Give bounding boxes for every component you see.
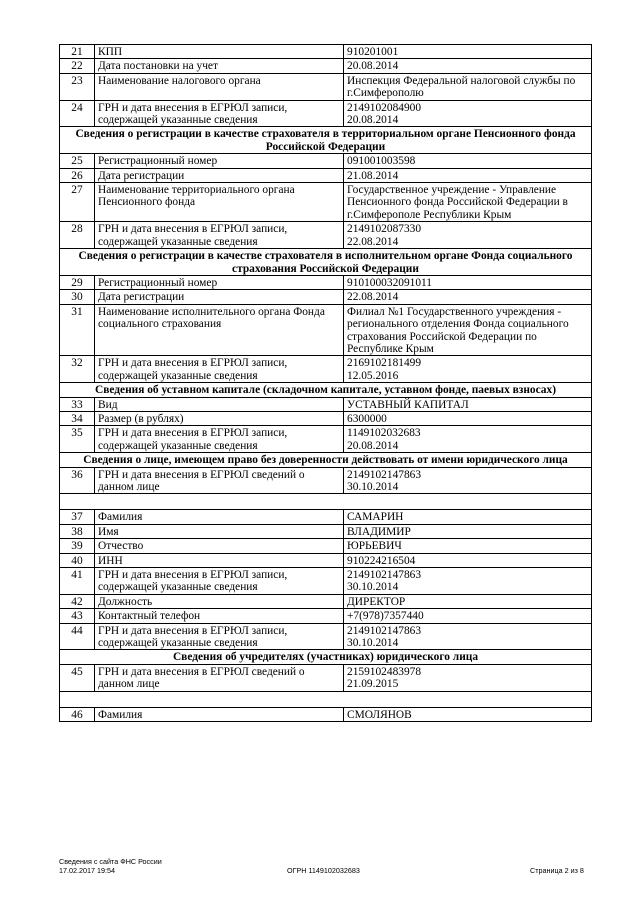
table-row [60, 623, 592, 650]
row-number: 45 [60, 664, 95, 691]
row-number: 24 [60, 100, 95, 127]
table-row [60, 467, 592, 494]
footer-source [59, 857, 162, 875]
row-value: Филиал №1 Государственного учреждения - регионального отделения Фонда социального страхования Российской Федерации по Республике Крым [344, 304, 592, 356]
section-header: Сведения об учредителях (участниках) юридического лица [60, 650, 592, 664]
footer-source-text: Сведения с сайта ФНС России [59, 857, 162, 866]
row-label: Контактный телефон [95, 609, 344, 623]
row-value: 2149102084900 20.08.2014 [344, 100, 592, 127]
table-row [60, 594, 592, 608]
row-label: Отчество [95, 539, 344, 553]
row-value: 2149102087330 22.08.2014 [344, 222, 592, 249]
row-value: 910100032091011 [344, 275, 592, 289]
row-number: 38 [60, 524, 95, 538]
row-number: 36 [60, 467, 95, 494]
row-label: ГРН и дата внесения в ЕГРЮЛ сведений о данном лице [95, 467, 344, 494]
row-number: 35 [60, 426, 95, 453]
row-number: 32 [60, 356, 95, 383]
row-label: Должность [95, 594, 344, 608]
row-value: 1149102032683 20.08.2014 [344, 426, 592, 453]
row-number: 40 [60, 553, 95, 567]
registry-table [59, 44, 592, 722]
row-number: 46 [60, 707, 95, 721]
footer-page-number: Страница 2 из 8 [530, 866, 584, 875]
row-label: Размер (в рублях) [95, 411, 344, 425]
row-value: 6300000 [344, 411, 592, 425]
row-value: 20.08.2014 [344, 59, 592, 73]
registry-rows [60, 45, 592, 722]
blank-cell [60, 691, 592, 707]
row-label: ИНН [95, 553, 344, 567]
section-header: Сведения о регистрации в качестве страхователя в территориальном органе Пенсионного фонда Российской Федерации [60, 127, 592, 154]
blank-row [60, 494, 592, 510]
row-number: 25 [60, 154, 95, 168]
table-row [60, 222, 592, 249]
row-value: 910201001 [344, 45, 592, 59]
table-row [60, 290, 592, 304]
row-value: ВЛАДИМИР [344, 524, 592, 538]
row-number: 37 [60, 510, 95, 524]
row-label: ГРН и дата внесения в ЕГРЮЛ записи, содержащей указанные сведения [95, 356, 344, 383]
table-row [60, 45, 592, 59]
table-row [60, 524, 592, 538]
row-number: 30 [60, 290, 95, 304]
table-row [60, 397, 592, 411]
row-value: 22.08.2014 [344, 290, 592, 304]
row-label: ГРН и дата внесения в ЕГРЮЛ записи, содержащей указанные сведения [95, 568, 344, 595]
row-label: Фамилия [95, 707, 344, 721]
row-number: 41 [60, 568, 95, 595]
table-row [60, 426, 592, 453]
row-value: УСТАВНЫЙ КАПИТАЛ [344, 397, 592, 411]
row-value: 21.08.2014 [344, 168, 592, 182]
row-number: 39 [60, 539, 95, 553]
row-label: Фамилия [95, 510, 344, 524]
section-header-row [60, 127, 592, 154]
row-value: 910224216504 [344, 553, 592, 567]
section-header-row [60, 453, 592, 467]
row-number: 27 [60, 183, 95, 222]
row-value: 2149102147863 30.10.2014 [344, 623, 592, 650]
table-row [60, 707, 592, 721]
table-row [60, 356, 592, 383]
table-row [60, 168, 592, 182]
section-header: Сведения о регистрации в качестве страхователя в исполнительном органе Фонда социального страхования Российской Федерации [60, 249, 592, 276]
table-row [60, 609, 592, 623]
row-label: ГРН и дата внесения в ЕГРЮЛ записи, содержащей указанные сведения [95, 100, 344, 127]
row-number: 22 [60, 59, 95, 73]
row-value: 2169102181499 12.05.2016 [344, 356, 592, 383]
row-value: Государственное учреждение - Управление Пенсионного фонда Российской Федерации в г.Симферополе Республики Крым [344, 183, 592, 222]
row-label: Имя [95, 524, 344, 538]
row-value: 091001003598 [344, 154, 592, 168]
row-label: Регистрационный номер [95, 275, 344, 289]
row-label: Дата регистрации [95, 168, 344, 182]
row-number: 33 [60, 397, 95, 411]
row-number: 28 [60, 222, 95, 249]
row-number: 26 [60, 168, 95, 182]
row-value: 2159102483978 21.09.2015 [344, 664, 592, 691]
section-header: Сведения о лице, имеющем право без доверенности действовать от имени юридического лица [60, 453, 592, 467]
table-row [60, 510, 592, 524]
row-label: Наименование налогового органа [95, 73, 344, 100]
row-value: САМАРИН [344, 510, 592, 524]
row-value: 2149102147863 30.10.2014 [344, 568, 592, 595]
table-row [60, 304, 592, 356]
row-number: 42 [60, 594, 95, 608]
table-row [60, 59, 592, 73]
table-row [60, 73, 592, 100]
blank-row [60, 691, 592, 707]
footer-datetime: 17.02.2017 19:54 [59, 866, 115, 875]
row-label: ГРН и дата внесения в ЕГРЮЛ записи, содержащей указанные сведения [95, 623, 344, 650]
table-row [60, 100, 592, 127]
row-number: 29 [60, 275, 95, 289]
row-label: ГРН и дата внесения в ЕГРЮЛ записи, содержащей указанные сведения [95, 426, 344, 453]
section-header-row [60, 383, 592, 397]
table-row [60, 539, 592, 553]
row-label: Наименование исполнительного органа Фонда социального страхования [95, 304, 344, 356]
table-row [60, 183, 592, 222]
row-value: ЮРЬЕВИЧ [344, 539, 592, 553]
row-label: Дата регистрации [95, 290, 344, 304]
row-number: 21 [60, 45, 95, 59]
row-number: 44 [60, 623, 95, 650]
row-value: 2149102147863 30.10.2014 [344, 467, 592, 494]
row-label: Регистрационный номер [95, 154, 344, 168]
table-row [60, 553, 592, 567]
row-number: 23 [60, 73, 95, 100]
row-label: Дата постановки на учет [95, 59, 344, 73]
row-value: ДИРЕКТОР [344, 594, 592, 608]
row-label: ГРН и дата внесения в ЕГРЮЛ записи, содержащей указанные сведения [95, 222, 344, 249]
table-row [60, 275, 592, 289]
table-row [60, 568, 592, 595]
row-label: ГРН и дата внесения в ЕГРЮЛ сведений о данном лице [95, 664, 344, 691]
blank-cell [60, 494, 592, 510]
table-row [60, 154, 592, 168]
section-header: Сведения об уставном капитале (складочном капитале, уставном фонде, паевых взносах) [60, 383, 592, 397]
row-label: Вид [95, 397, 344, 411]
table-row [60, 411, 592, 425]
section-header-row [60, 650, 592, 664]
row-value: Инспекция Федеральной налоговой службы по г.Симферополю [344, 73, 592, 100]
section-header-row [60, 249, 592, 276]
row-value: СМОЛЯНОВ [344, 707, 592, 721]
row-number: 34 [60, 411, 95, 425]
row-label: Наименование территориального органа Пенсионного фонда [95, 183, 344, 222]
footer-ogrn: ОГРН 1149102032683 [287, 866, 360, 875]
row-label: КПП [95, 45, 344, 59]
row-number: 43 [60, 609, 95, 623]
table-row [60, 664, 592, 691]
row-number: 31 [60, 304, 95, 356]
row-value: +7(978)7357440 [344, 609, 592, 623]
